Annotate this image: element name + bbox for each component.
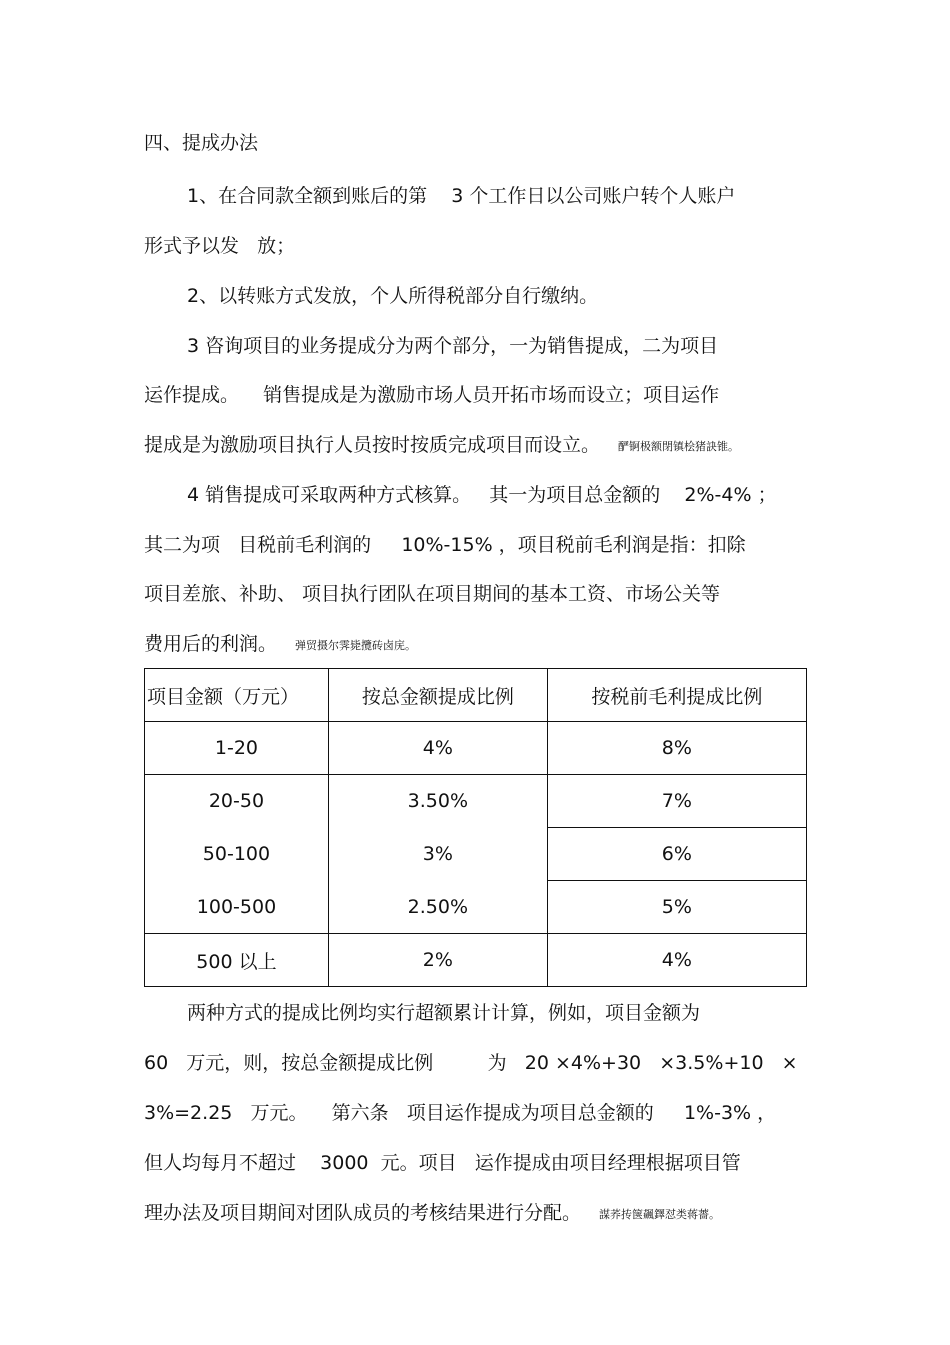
table-cell: 8%: [547, 722, 806, 775]
table-header-cell: 项目金额（万元）: [145, 669, 329, 722]
table-cell: 500 以上: [145, 934, 329, 987]
paragraph-5-line-3: 3%=2.25 万元。 第六条 项目运作提成为项目总金额的 1%-3% ，: [144, 1102, 777, 1124]
table-cell: 3%: [328, 828, 547, 881]
table-cell: 100-500: [145, 881, 329, 934]
table-header-cell: 按税前毛利提成比例: [547, 669, 806, 722]
table-cell: 6%: [547, 828, 806, 881]
paragraph-4-line-3: 项目差旅、补助、 项目执行团队在项目期间的基本工资、市场公关等: [144, 583, 721, 605]
paragraph-2: 2、以转账方式发放，个人所得税部分自行缴纳。: [187, 285, 599, 307]
table-row: [145, 934, 807, 987]
paragraph-3-text: 提成是为激励项目执行人员按时按质完成项目而设立。: [144, 434, 601, 456]
paragraph-4-note: 弹贸摄尔霁毙攬砖卤庑。: [295, 639, 417, 652]
table-cell: 50-100: [145, 828, 329, 881]
table-cell: 3.50%: [328, 775, 547, 828]
paragraph-4-line-2: 其二为项 目税前毛利润的 10%-15% ，项目税前毛利润是指：扣除: [144, 534, 746, 556]
table-cell: 5%: [547, 881, 806, 934]
table-row: [145, 775, 807, 828]
table-cell: 20-50: [145, 775, 329, 828]
commission-rate-table: [144, 668, 807, 987]
paragraph-4-text: 费用后的利润。: [144, 633, 278, 655]
table-header-cell: 按总金额提成比例: [328, 669, 547, 722]
section-heading: 四、提成办法: [144, 132, 259, 154]
paragraph-5-note: 謀荞抟箧飆鐸怼类蒋薔。: [599, 1208, 721, 1221]
table-cell: 4%: [328, 722, 547, 775]
table-cell: 2%: [328, 934, 547, 987]
paragraph-3-line-2: 运作提成。 销售提成是为激励市场人员开拓市场而设立；项目运作: [144, 384, 720, 406]
paragraph-5-line-5: [144, 1201, 720, 1227]
paragraph-3-line-3: [144, 433, 739, 459]
table-row: [145, 881, 807, 934]
paragraph-5-line-4: 但人均每月不超过 3000 元。项目 运作提成由项目经理根据项目管: [144, 1152, 741, 1174]
paragraph-4-line-4: [144, 632, 416, 658]
table-cell: 4%: [547, 934, 806, 987]
table-cell: 1-20: [145, 722, 329, 775]
table-row: [145, 722, 807, 775]
paragraph-4-line-1: 4 销售提成可采取两种方式核算。 其一为项目总金额的 2%-4% ；: [187, 484, 777, 506]
table-row: [145, 828, 807, 881]
paragraph-1-line-2: 形式予以发 放；: [144, 235, 296, 257]
paragraph-5-line-1: 两种方式的提成比例均实行超额累计计算，例如，项目金额为: [187, 1002, 701, 1024]
table-cell: 2.50%: [328, 881, 547, 934]
paragraph-3-note: 酽锕极额閉镇桧猪訣锥。: [618, 440, 740, 453]
table-header-row: [145, 669, 807, 722]
table-cell: 7%: [547, 775, 806, 828]
paragraph-3-line-1: 3 咨询项目的业务提成分为两个部分，一为销售提成，二为项目: [187, 335, 719, 357]
paragraph-5-text: 理办法及项目期间对团队成员的考核结果进行分配。: [144, 1202, 582, 1224]
paragraph-5-line-2: 60 万元，则，按总金额提成比例 为 20 ×4%+30 ×3.5%+10 ×: [144, 1052, 798, 1074]
paragraph-1-line-1: 1、在合同款全额到账后的第 3 个工作日以公司账户转个人账户: [187, 185, 736, 207]
